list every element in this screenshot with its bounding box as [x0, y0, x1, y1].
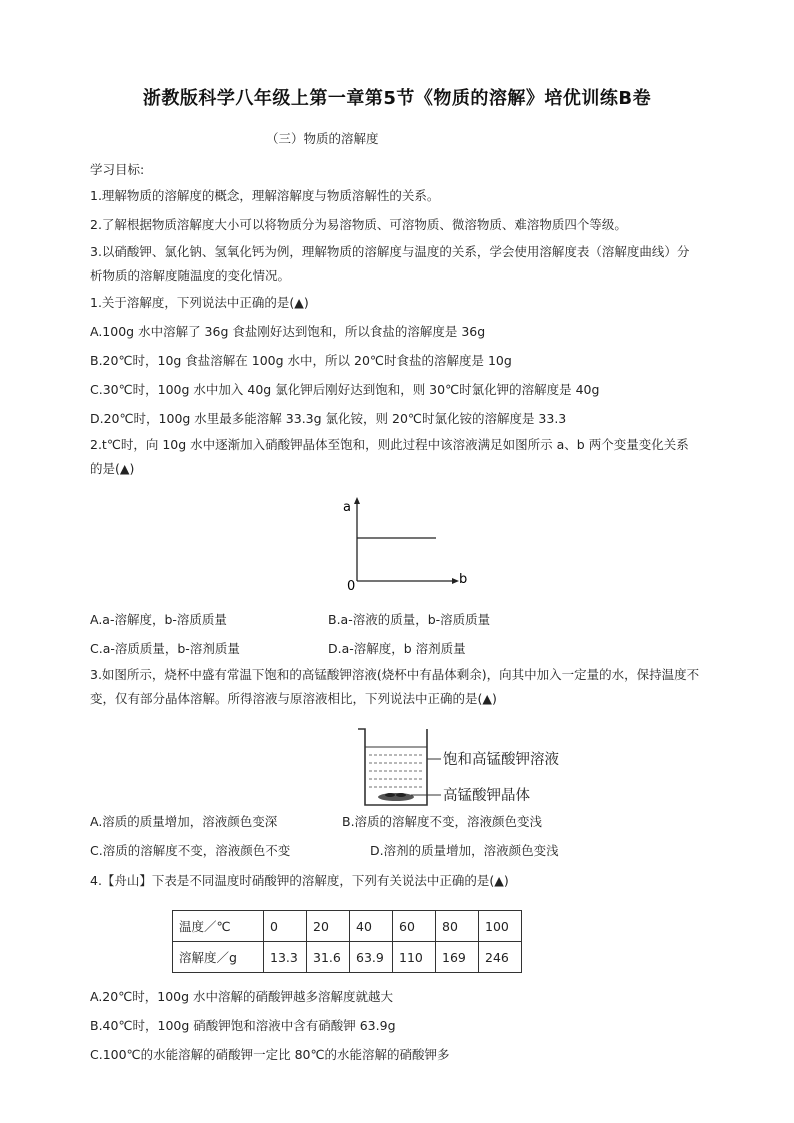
- q3-stem: 3.如图所示，烧杯中盛有常温下饱和的高锰酸钾溶液(烧杯中有晶体剩余)，向其中加入一定量的水，保持温度不变，仅有部分晶体溶解。所得溶液与原溶液相比，下列说法中正确的是(▲): [90, 667, 700, 706]
- q2-option-c: C.a-溶质质量，b-溶剂质量: [90, 641, 240, 656]
- q2-stem: 2.t℃时，向 10g 水中逐渐加入硝酸钾晶体至饱和，则此过程中该溶液满足如图所示 a、b 两个变量变化关系的是(▲): [90, 437, 689, 476]
- table-cell: 110: [393, 942, 436, 973]
- q2-option-a: A.a-溶解度，b-溶质质量: [90, 612, 227, 627]
- objective-3: 3.以硝酸钾、氯化钠、氢氧化钙为例，理解物质的溶解度与温度的关系，学会使用溶解度表（溶解度曲线）分析物质的溶解度随温度的变化情况。: [90, 244, 690, 283]
- q1-stem: 1.关于溶解度，下列说法中正确的是(▲): [90, 295, 309, 310]
- q1-option-c: C.30℃时，100g 水中加入 40g 氯化钾后刚好达到饱和，则 30℃时氯化钾的溶解度是 40g: [90, 382, 600, 397]
- q2-option-d: D.a-溶解度，b 溶剂质量: [328, 641, 466, 656]
- table-cell: 20: [307, 911, 350, 942]
- origin-label: 0: [347, 579, 356, 593]
- table-cell: 63.9: [350, 942, 393, 973]
- q1-option-b: B.20℃时，10g 食盐溶解在 100g 水中，所以 20℃时食盐的溶解度是 10g: [90, 353, 512, 368]
- x-axis-label: b: [459, 572, 468, 587]
- y-axis-label: a: [343, 500, 351, 515]
- objective-2: 2.了解根据物质溶解度大小可以将物质分为易溶物质、可溶物质、微溶物质、难溶物质四个等级。: [90, 217, 627, 232]
- solubility-header: 溶解度／g: [173, 942, 264, 973]
- crystal-label: 高锰酸钾晶体: [443, 788, 530, 804]
- table-row: [173, 942, 522, 973]
- table-cell: 31.6: [307, 942, 350, 973]
- table-row: [173, 911, 522, 942]
- q2-option-b: B.a-溶液的质量，b-溶质质量: [328, 612, 491, 627]
- q2-graph: [335, 493, 475, 593]
- table-cell: 169: [436, 942, 479, 973]
- q4-option-b: B.40℃时，100g 硝酸钾饱和溶液中含有硝酸钾 63.9g: [90, 1018, 396, 1033]
- q4-option-a: A.20℃时，100g 水中溶解的硝酸钾越多溶解度就越大: [90, 989, 394, 1004]
- temperature-header: 温度／℃: [173, 911, 264, 942]
- solubility-table: [172, 910, 522, 973]
- x-axis-arrow: [452, 578, 459, 584]
- q3-option-c: C.溶质的溶解度不变，溶液颜色不变: [90, 843, 291, 858]
- objectives-heading: 学习目标:: [90, 162, 145, 177]
- section-subtitle: （三）物质的溶解度: [266, 131, 379, 146]
- table-cell: 40: [350, 911, 393, 942]
- table-cell: 100: [479, 911, 522, 942]
- solution-label: 饱和高锰酸钾溶液: [443, 752, 559, 768]
- table-cell: 60: [393, 911, 436, 942]
- table-cell: 0: [264, 911, 307, 942]
- beaker-diagram: [355, 725, 605, 810]
- q3-option-a: A.溶质的质量增加，溶液颜色变深: [90, 814, 278, 829]
- q1-option-d: D.20℃时，100g 水里最多能溶解 33.3g 氯化铵，则 20℃时氯化铵的溶解度是 33.3: [90, 411, 567, 426]
- q4-stem: 4.【舟山】下表是不同温度时硝酸钾的溶解度，下列有关说法中正确的是(▲): [90, 873, 509, 888]
- crystal-pile: [378, 793, 414, 801]
- solution-pattern: [369, 755, 423, 787]
- document-title: 浙教版科学八年级上第一章第5节《物质的溶解》培优训练B卷: [142, 88, 652, 109]
- q4-option-c: C.100℃的水能溶解的硝酸钾一定比 80℃的水能溶解的硝酸钾多: [90, 1047, 450, 1062]
- table-cell: 13.3: [264, 942, 307, 973]
- table-cell: 246: [479, 942, 522, 973]
- y-axis-arrow: [354, 497, 360, 504]
- table-cell: 80: [436, 911, 479, 942]
- objective-1: 1.理解物质的溶解度的概念，理解溶解度与物质溶解性的关系。: [90, 188, 440, 203]
- q3-option-d: D.溶剂的质量增加，溶液颜色变浅: [370, 843, 559, 858]
- q3-option-b: B.溶质的溶解度不变，溶液颜色变浅: [342, 814, 543, 829]
- q1-option-a: A.100g 水中溶解了 36g 食盐刚好达到饱和，所以食盐的溶解度是 36g: [90, 324, 486, 339]
